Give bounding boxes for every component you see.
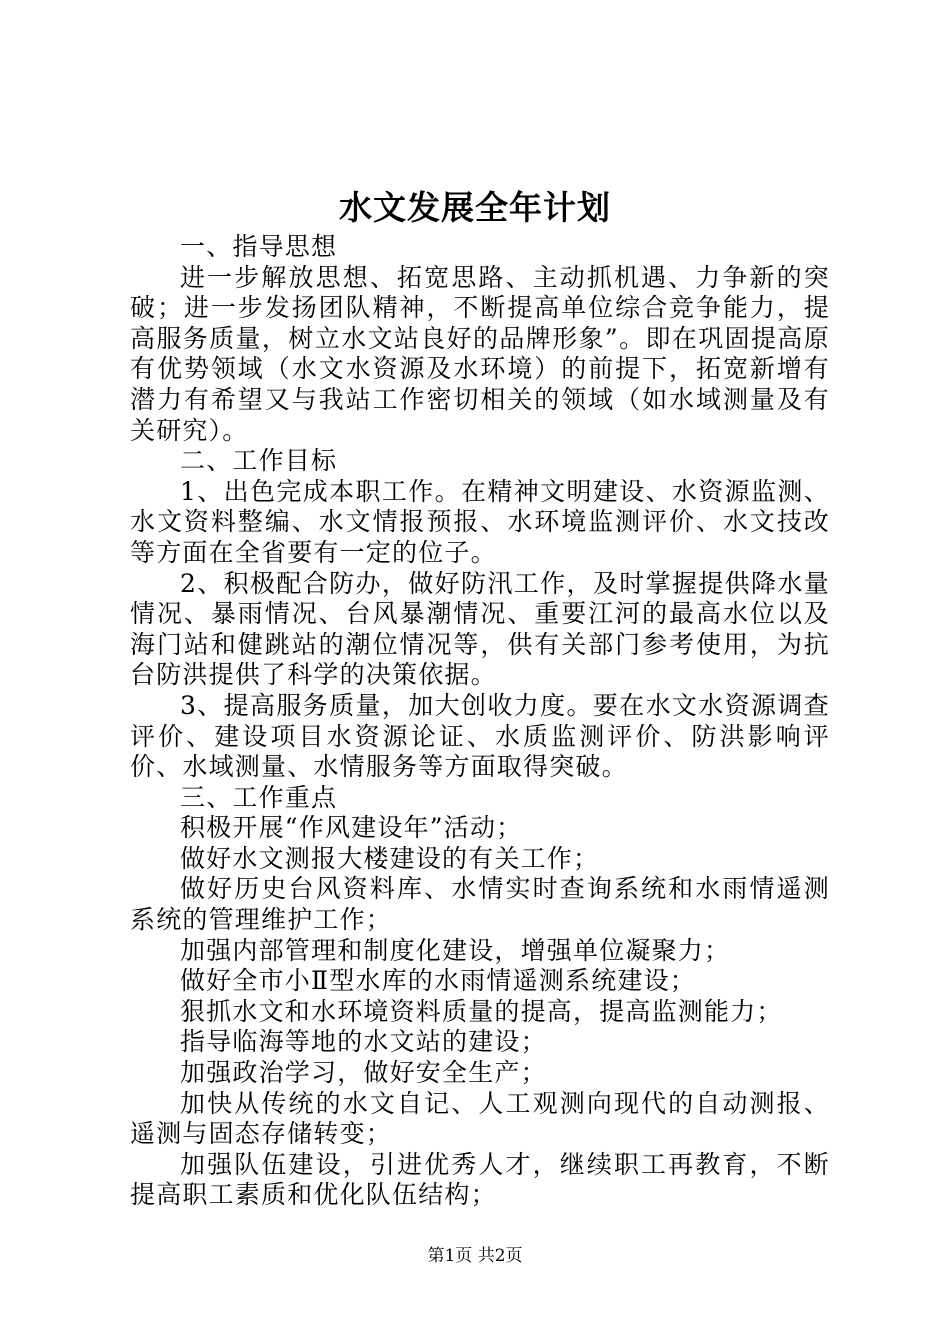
paragraph-goal-3: 3、提高服务质量，加大创收力度。要在水文水资源调查评价、建设项目水资源论证、水质监测评价、防洪影响评价、水域测量、水情服务等方面取得突破。 — [130, 690, 830, 782]
focus-item: 加强队伍建设，引进优秀人才，继续职工再教育，不断提高职工素质和优化队伍结构； — [130, 1149, 830, 1210]
page-number-footer: 第1页 共2页 — [427, 1246, 523, 1266]
section-heading-work-focus: 三、工作重点 — [180, 782, 338, 812]
paragraph-goal-2: 2、积极配合防办，做好防汛工作，及时掌握提供降水量情况、暴雨情况、台风暴潮情况、重要江河的最高水位以及海门站和健跳站的潮位情况等，供有关部门参考使用，为抗台防洪提供了科学的决策依据。 — [130, 568, 830, 690]
focus-item: 做好全市小Ⅱ型水库的水雨情遥测系统建设； — [180, 966, 696, 996]
document-title: 水文发展全年计划 — [339, 188, 611, 227]
focus-item: 加强内部管理和制度化建设，增强单位凝聚力； — [180, 935, 731, 965]
paragraph-guiding-ideology: 进一步解放思想、拓宽思路、主动抓机遇、力争新的突破；进一步发扬团队精神，不断提高单位综合竞争能力，提高服务质量，树立水文站良好的品牌形象”。即在巩固提高原有优势领域（水文水资源及水环境）的前提下，拓宽新增有潜力有希望又与我站工作密切相关的领域（如水域测量及有关研究）。 — [130, 262, 830, 445]
section-heading-work-goals: 二、工作目标 — [180, 446, 338, 476]
focus-item: 加快从传统的水文自记、人工观测向现代的自动测报、遥测与固态存储转变； — [130, 1088, 830, 1149]
focus-item: 加强政治学习，做好安全生产； — [180, 1058, 547, 1088]
focus-item: 做好历史台风资料库、水情实时查询系统和水雨情遥测系统的管理维护工作； — [130, 874, 830, 935]
section-heading-guiding-ideology: 一、指导思想 — [180, 232, 338, 261]
focus-item: 积极开展“作风建设年”活动； — [180, 813, 523, 843]
focus-item: 狠抓水文和水环境资料质量的提高，提高监测能力； — [180, 996, 783, 1026]
paragraph-goal-1: 1、出色完成本职工作。在精神文明建设、水资源监测、水文资料整编、水文情报预报、水环境监测评价、水文技改等方面在全省要有一定的位子。 — [130, 476, 830, 567]
focus-item: 做好水文测报大楼建设的有关工作； — [180, 843, 600, 873]
document-body — [130, 232, 830, 1211]
focus-item: 指导临海等地的水文站的建设； — [180, 1027, 547, 1057]
